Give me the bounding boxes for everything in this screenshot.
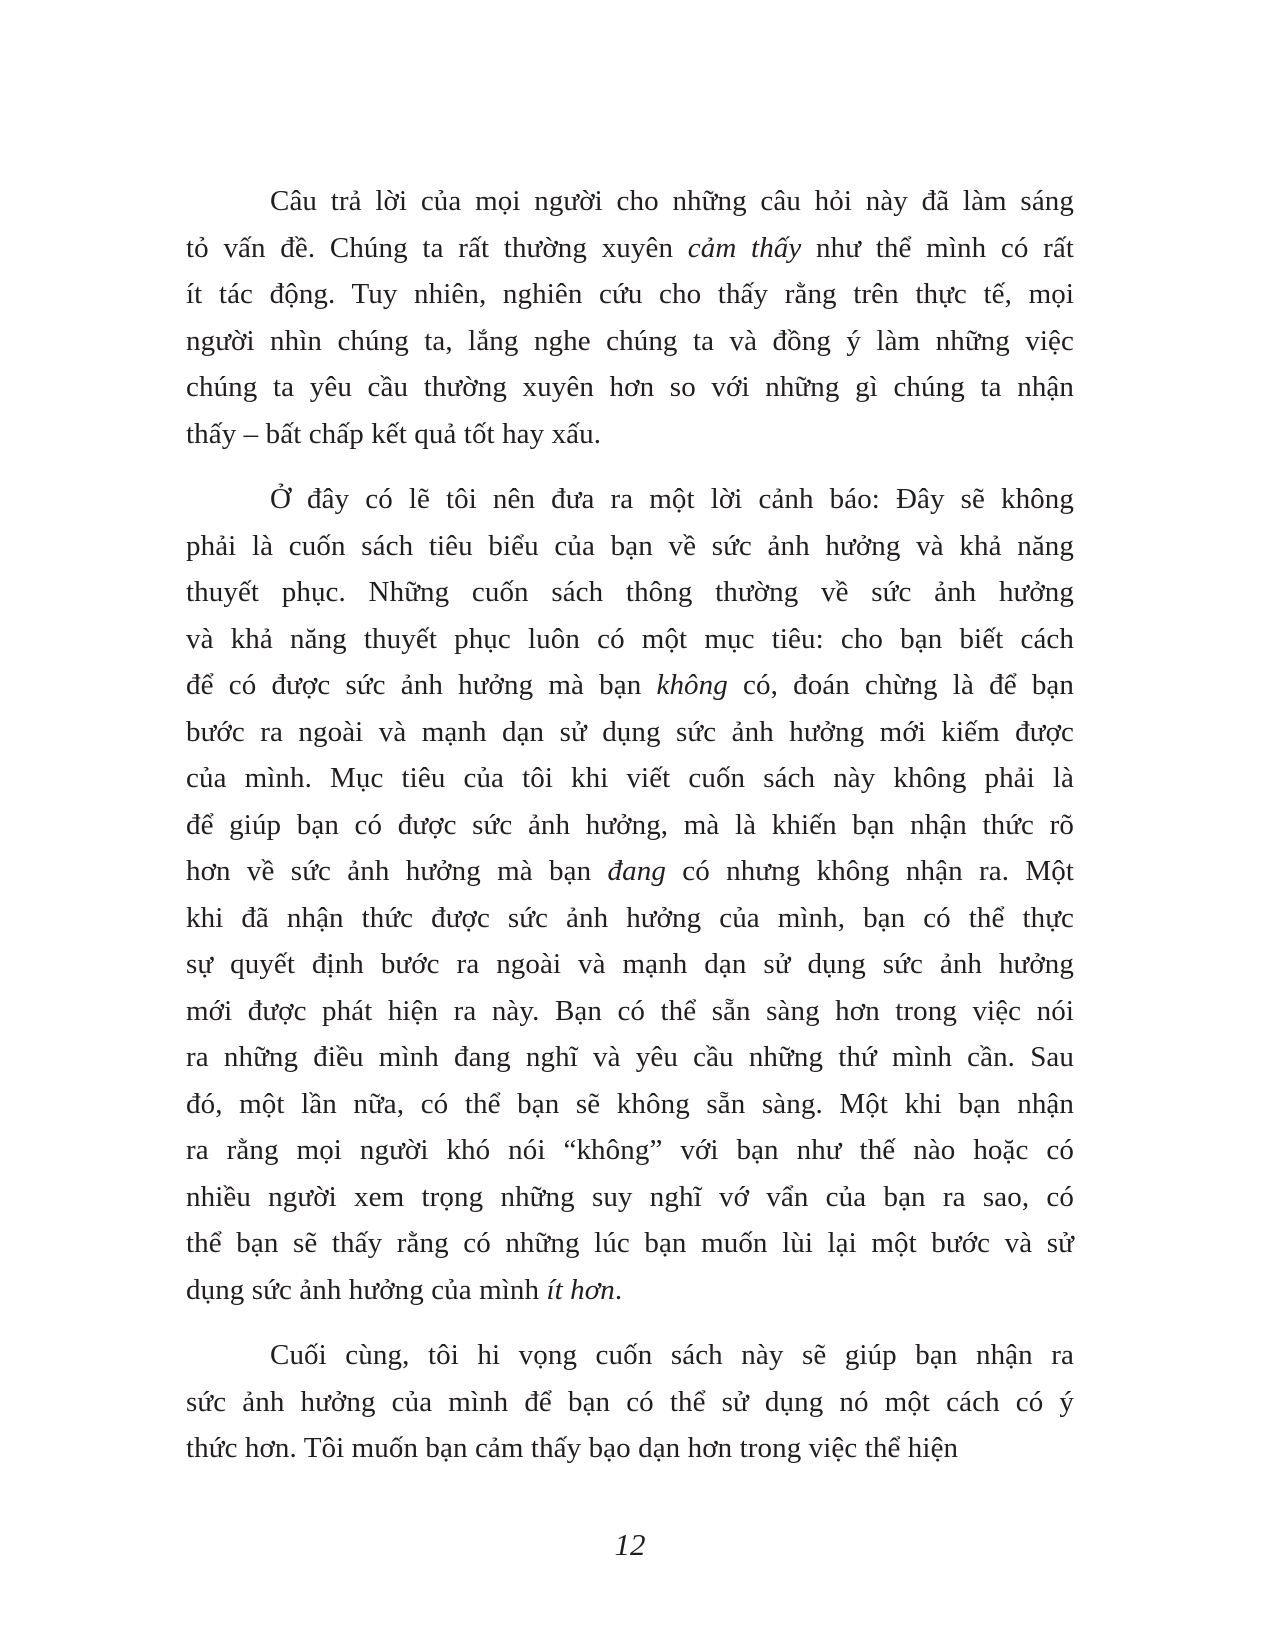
body-text: Ở đây có lẽ tôi nên đưa ra một lời cảnh báo: Đây sẽ không — [270, 483, 1074, 515]
emphasis-text: ít hơn — [546, 1273, 615, 1306]
text-line — [186, 569, 1074, 616]
body-text: Câu trả lời của mọi người cho những câu hỏi này đã làm sáng — [270, 185, 1074, 217]
text-line — [186, 802, 1074, 849]
body-text: thấy – bất chấp kết quả tốt hay xấu. — [186, 417, 602, 450]
paragraph — [186, 476, 1074, 1313]
text-line — [186, 1379, 1074, 1426]
body-text: phải là cuốn sách tiêu biểu của bạn về sức ảnh hưởng và khả năng — [186, 529, 1074, 562]
text-line — [186, 476, 1074, 523]
text-line — [186, 941, 1074, 988]
text-line — [186, 225, 1074, 272]
page-number: 12 — [614, 1527, 646, 1562]
text-line — [186, 848, 1074, 895]
emphasis-text: đang — [607, 855, 666, 887]
body-text: . — [614, 1273, 623, 1306]
text-line — [186, 1127, 1074, 1174]
body-text: bước ra ngoài và mạnh dạn sử dụng sức ảnh hưởng mới kiếm được — [186, 715, 1074, 748]
body-text: như thể mình có rất — [801, 231, 1075, 264]
paragraph — [186, 178, 1074, 457]
body-text: mới được phát hiện ra này. Bạn có thể sẵn sàng hơn trong việc nói — [186, 994, 1074, 1027]
text-line — [186, 895, 1074, 942]
text-line — [186, 662, 1074, 709]
body-text: khi đã nhận thức được sức ảnh hưởng của mình, bạn có thể thực — [186, 901, 1074, 934]
body-text: nhiều người xem trọng những suy nghĩ vớ vẩn của bạn ra sao, có — [186, 1180, 1074, 1213]
body-text: sức ảnh hưởng của mình để bạn có thể sử dụng nó một cách có ý — [186, 1385, 1074, 1418]
text-line — [186, 1425, 1074, 1472]
text-line — [186, 755, 1074, 802]
text-line — [186, 1174, 1074, 1221]
body-text: để có được sức ảnh hưởng mà bạn — [186, 669, 657, 701]
body-text: ít tác động. Tuy nhiên, nghiên cứu cho thấy rằng trên thực tế, mọi — [186, 278, 1074, 310]
body-text: tỏ vấn đề. Chúng ta rất thường xuyên — [186, 231, 688, 264]
body-text: chúng ta yêu cầu thường xuyên hơn so với những gì chúng ta nhận — [186, 371, 1074, 403]
body-text: có, đoán chừng là để bạn — [727, 669, 1074, 701]
text-line — [186, 616, 1074, 663]
text-line — [186, 523, 1074, 570]
body-text: dụng sức ảnh hưởng của mình — [186, 1273, 547, 1306]
text-line — [186, 411, 1074, 458]
body-text: người nhìn chúng ta, lắng nghe chúng ta và đồng ý làm những việc — [186, 324, 1074, 357]
text-line — [186, 988, 1074, 1035]
text-line — [186, 709, 1074, 756]
page-text — [186, 178, 1074, 1472]
emphasis-text: không — [656, 669, 728, 701]
body-text: hơn về sức ảnh hưởng mà bạn — [186, 855, 608, 887]
text-line — [186, 1332, 1074, 1379]
text-line — [186, 1034, 1074, 1081]
body-text: đó, một lần nữa, có thể bạn sẽ không sẵn sàng. Một khi bạn nhận — [186, 1087, 1074, 1120]
text-line — [186, 271, 1074, 318]
paragraph — [186, 1332, 1074, 1472]
text-line — [186, 1081, 1074, 1128]
body-text: có nhưng không nhận ra. Một — [665, 855, 1075, 887]
body-text: thức hơn. Tôi muốn bạn cảm thấy bạo dạn hơn trong việc thể hiện — [186, 1432, 959, 1464]
body-text: thuyết phục. Những cuốn sách thông thường về sức ảnh hưởng — [186, 576, 1074, 608]
text-line — [186, 178, 1074, 225]
body-text: Cuối cùng, tôi hi vọng cuốn sách này sẽ giúp bạn nhận ra — [270, 1339, 1074, 1371]
body-text: ra những điều mình đang nghĩ và yêu cầu những thứ mình cần. Sau — [186, 1041, 1074, 1073]
text-line — [186, 364, 1074, 411]
body-text: thể bạn sẽ thấy rằng có những lúc bạn muốn lùi lại một bước và sử — [186, 1227, 1074, 1259]
text-line — [186, 1267, 1074, 1314]
text-line — [186, 1220, 1074, 1267]
body-text: sự quyết định bước ra ngoài và mạnh dạn sử dụng sức ảnh hưởng — [186, 948, 1074, 980]
body-text: để giúp bạn có được sức ảnh hưởng, mà là khiến bạn nhận thức rõ — [186, 808, 1074, 841]
text-line — [186, 318, 1074, 365]
emphasis-text: cảm thấy — [687, 231, 802, 264]
body-text: của mình. Mục tiêu của tôi khi viết cuốn sách này không phải là — [186, 762, 1074, 794]
body-text: ra rằng mọi người khó nói “không” với bạn như thế nào hoặc có — [186, 1134, 1074, 1166]
body-text: và khả năng thuyết phục luôn có một mục tiêu: cho bạn biết cách — [186, 622, 1074, 655]
